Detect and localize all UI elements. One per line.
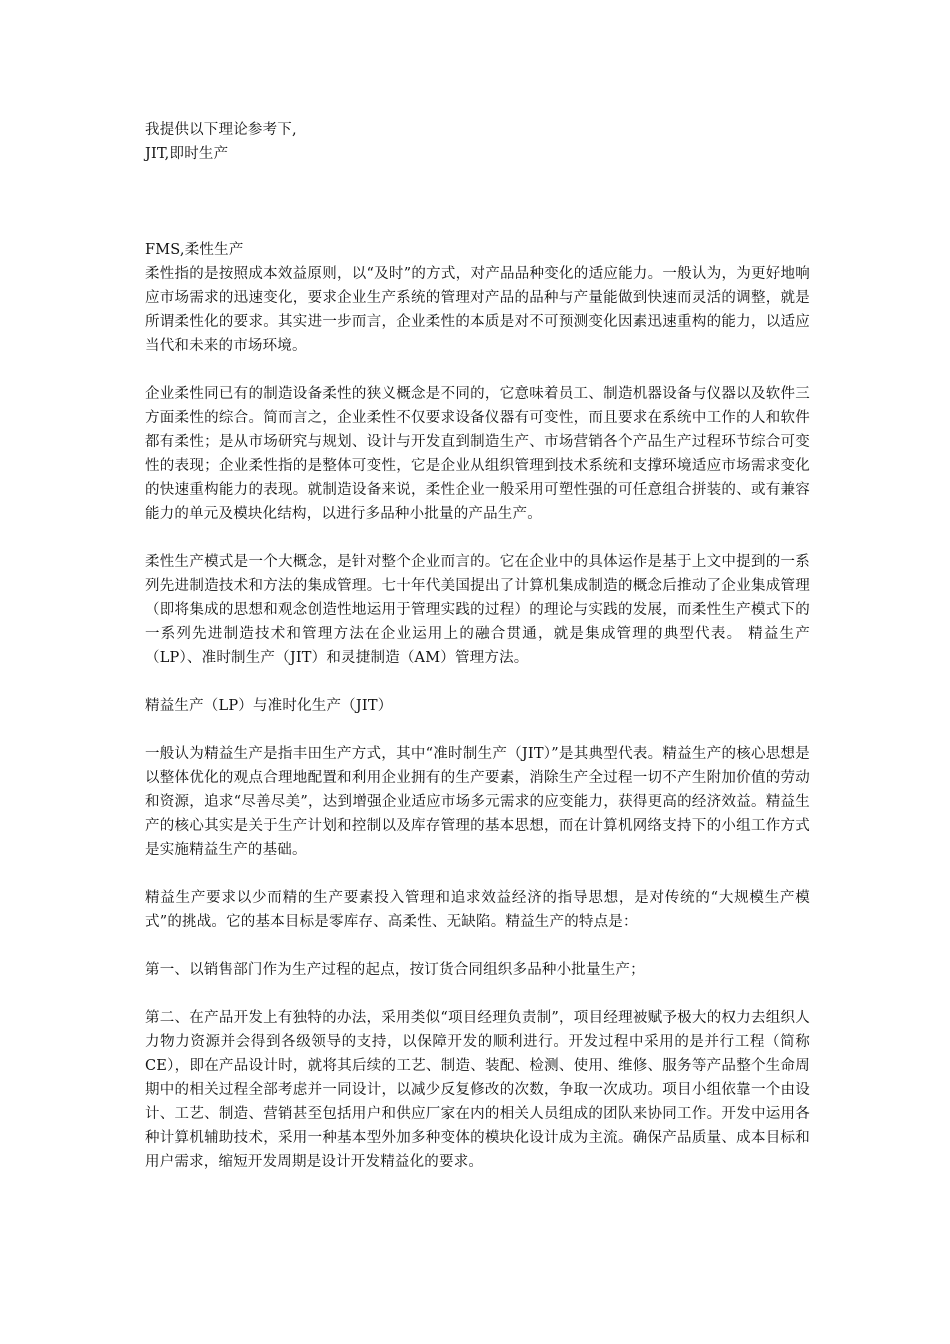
paragraph-lean-production: 一般认为精益生产是指丰田生产方式，其中“准时制生产（JIT）”是其典型代表。精益生产的核心思想是以整体优化的观点合理地配置和利用企业拥有的生产要素，消除生产全过程一切不产生附加价值的劳动和资源，追求“尽善尽美”，达到增强企业适应市场多元需求的应变能力，获得更高的经济效益。精益生产的核心其实是关于生产计划和控制以及库存管理的基本思想，而在计算机网络支持下的小组工作方式是实施精益生产的基础。 — [145, 746, 810, 858]
spacer — [145, 166, 810, 214]
spacer — [145, 358, 810, 382]
fms-heading: FMS,柔性生产 — [145, 242, 244, 258]
spacer — [145, 862, 810, 886]
section-heading-lp-jit: 精益生产（LP）与准时化生产（JIT） — [145, 698, 393, 714]
paragraph-lean-requirements: 精益生产要求以少而精的生产要素投入管理和追求效益经济的指导思想，是对传统的“大规模生产模式”的挑战。它的基本目标是零库存、高柔性、无缺陷。精益生产的特点是： — [145, 890, 810, 930]
jit-line: JIT,即时生产 — [145, 146, 229, 162]
spacer — [145, 982, 810, 1006]
intro-line: 我提供以下理论参考下, — [145, 122, 297, 138]
document-body — [145, 118, 810, 1174]
paragraph-second-point: 第二、在产品开发上有独特的办法，采用类似“项目经理负责制”，项目经理被赋予极大的权力去组织人力物力资源并会得到各级领导的支持，以保障开发的顺利进行。开发过程中采用的是并行工程（简称 CE），即在产品设计时，就将其后续的工艺、制造、装配、检测、使用、维修、服务等产品整个生命周期中的相关过程全部考虑并一同设计，以减少反复修改的次数，争取一次成功。项目小组依靠一个由设计、工艺、制造、营销甚至包括用户和供应厂家在内的相关人员组成的团队来协同工作。开发中运用各种计算机辅助技术，采用一种基本型外加多种变体的模块化设计成为主流。确保产品质量、成本目标和用户需求，缩短开发周期是设计开发精益化的要求。 — [145, 1010, 810, 1170]
spacer — [145, 718, 810, 742]
spacer — [145, 934, 810, 958]
spacer — [145, 670, 810, 694]
paragraph-first-point: 第一、以销售部门作为生产过程的起点，按订货合同组织多品种小批量生产； — [145, 962, 645, 978]
paragraph-flexible-production-mode: 柔性生产模式是一个大概念，是针对整个企业而言的。它在企业中的具体运作是基于上文中提到的一系列先进制造技术和方法的集成管理。七十年代美国提出了计算机集成制造的概念后推动了企业集成管理（即将集成的思想和观念创造性地运用于管理实践的过程）的理论与实践的发展，而柔性生产模式下的一系列先进制造技术和管理方法在企业运用上的融合贯通，就是集成管理的典型代表。 精益生产（LP）、准时制生产（JIT）和灵捷制造（AM）管理方法。 — [145, 554, 810, 666]
paragraph-flexibility-definition: 柔性指的是按照成本效益原则，以“及时”的方式，对产品品种变化的适应能力。一般认为，为更好地响应市场需求的迅速变化，要求企业生产系统的管理对产品的品种与产量能做到快速而灵活的调整，就是所谓柔性化的要求。其实进一步而言，企业柔性的本质是对不可预测变化因素迅速重构的能力，以适应当代和未来的市场环境。 — [145, 266, 810, 354]
spacer — [145, 526, 810, 550]
paragraph-enterprise-flexibility: 企业柔性同已有的制造设备柔性的狭义概念是不同的，它意味着员工、制造机器设备与仪器以及软件三方面柔性的综合。简而言之，企业柔性不仅要求设备仪器有可变性，而且要求在系统中工作的人和软件都有柔性；是从市场研究与规划、设计与开发直到制造生产、市场营销各个产品生产过程环节综合可变性的表现；企业柔性指的是整体可变性，它是企业从组织管理到技术系统和支撑环境适应市场需求变化的快速重构能力的表现。就制造设备来说，柔性企业一般采用可塑性强的可任意组合拼装的、或有兼容能力的单元及模块化结构，以进行多品种小批量的产品生产。 — [145, 386, 810, 522]
spacer — [145, 214, 810, 238]
